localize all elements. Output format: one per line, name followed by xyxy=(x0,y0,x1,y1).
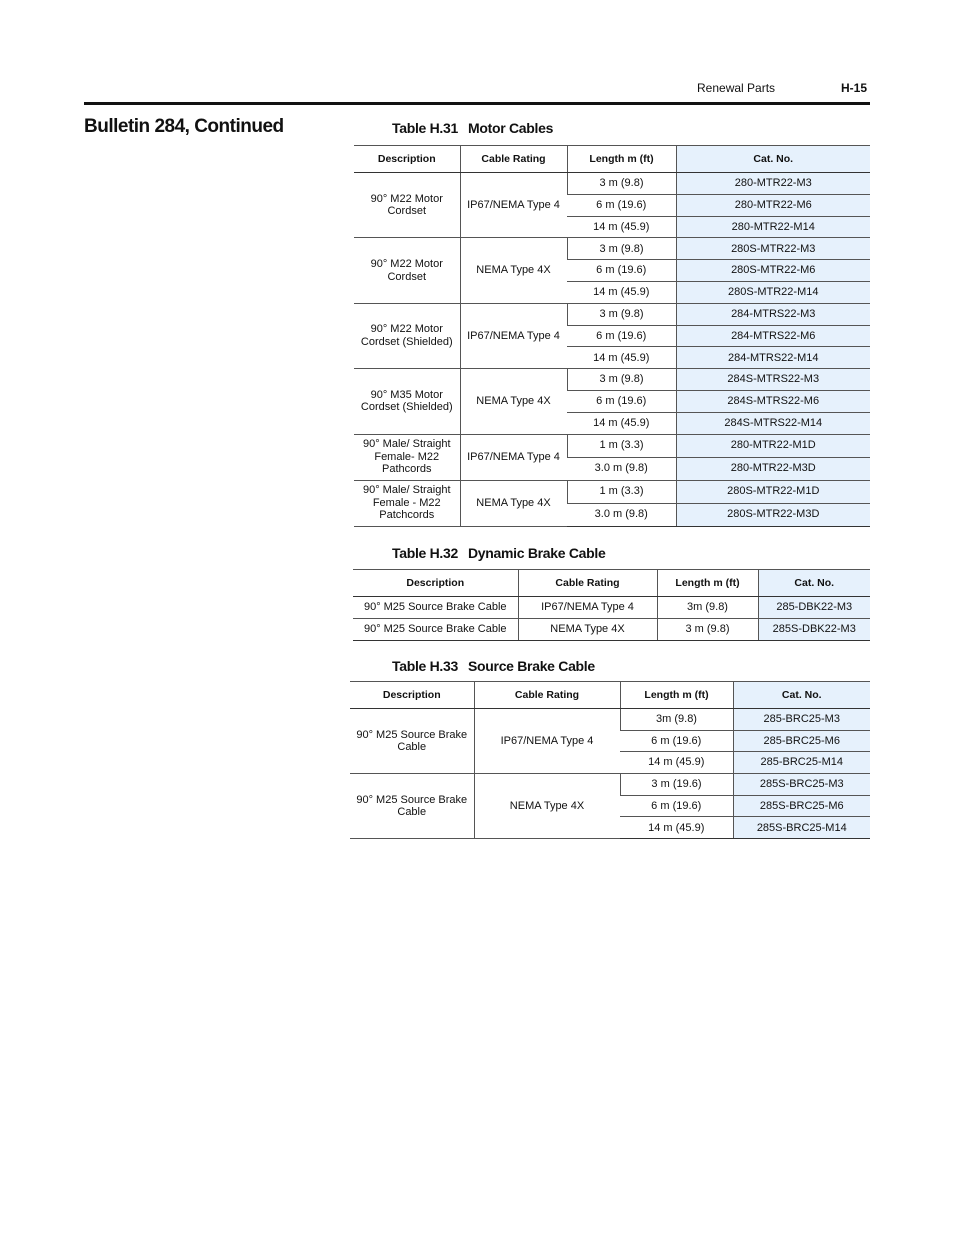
cat-no-cell: 280-MTR22-M1D xyxy=(676,434,870,457)
dynamic-brake-cable-table xyxy=(353,569,870,641)
table-label: Table H.33 xyxy=(392,658,458,674)
cat-no-cell: 284-MTRS22-M14 xyxy=(676,347,870,369)
table-row xyxy=(354,369,870,391)
table-title: Source Brake Cable xyxy=(468,658,595,674)
description-cell: 90° Male/ Straight Female- M22 Pathcords xyxy=(354,434,460,480)
description-cell: 90° M25 Source Brake Cable xyxy=(353,597,518,619)
cat-no-cell: 284S-MTRS22-M14 xyxy=(676,412,870,434)
page-number: H-15 xyxy=(841,81,868,95)
length-cell: 14 m (45.9) xyxy=(567,216,676,238)
cat-no-cell: 280S-MTR22-M14 xyxy=(676,281,870,303)
header-section-title: Renewal Parts xyxy=(697,81,776,95)
cable-rating-cell: IP67/NEMA Type 4 xyxy=(474,709,620,774)
column-header: Length m (ft) xyxy=(567,146,676,173)
cat-no-cell: 285-BRC25-M3 xyxy=(733,709,870,731)
length-cell: 3 m (9.8) xyxy=(657,619,758,641)
column-header: Cat. No. xyxy=(733,682,870,709)
length-cell: 14 m (45.9) xyxy=(620,817,733,839)
length-cell: 14 m (45.9) xyxy=(567,281,676,303)
cat-no-cell: 285S-BRC25-M6 xyxy=(733,795,870,817)
table-title: Dynamic Brake Cable xyxy=(468,545,606,561)
cat-no-cell: 280-MTR22-M14 xyxy=(676,216,870,238)
cat-no-cell: 284S-MTRS22-M6 xyxy=(676,390,870,412)
length-cell: 3 m (9.8) xyxy=(567,303,676,325)
table-row xyxy=(354,238,870,260)
length-cell: 3m (9.8) xyxy=(657,597,758,619)
table-row xyxy=(350,709,870,731)
cable-rating-cell: IP67/NEMA Type 4 xyxy=(518,597,657,619)
column-header: Cable Rating xyxy=(518,570,657,597)
cable-rating-cell: NEMA Type 4X xyxy=(474,774,620,839)
description-cell: 90° M22 Motor Cordset xyxy=(354,173,460,238)
length-cell: 3 m (9.8) xyxy=(567,173,676,195)
table-row xyxy=(354,480,870,503)
description-cell: 90° M25 Source Brake Cable xyxy=(353,619,518,641)
cat-no-cell: 285S-BRC25-M3 xyxy=(733,774,870,796)
column-header: Description xyxy=(350,682,474,709)
length-cell: 6 m (19.6) xyxy=(567,194,676,216)
cable-rating-cell: IP67/NEMA Type 4 xyxy=(460,434,567,480)
column-header: Cable Rating xyxy=(460,146,567,173)
length-cell: 3m (9.8) xyxy=(620,709,733,731)
column-header: Cat. No. xyxy=(758,570,870,597)
table-header-row xyxy=(353,570,870,597)
column-header: Length m (ft) xyxy=(620,682,733,709)
table-row xyxy=(354,434,870,457)
table-label: Table H.32 xyxy=(392,545,458,561)
length-cell: 6 m (19.6) xyxy=(567,390,676,412)
length-cell: 6 m (19.6) xyxy=(620,730,733,752)
table-header-row xyxy=(350,682,870,709)
length-cell: 1 m (3.3) xyxy=(567,480,676,503)
table-row xyxy=(354,173,870,195)
column-header: Cable Rating xyxy=(474,682,620,709)
column-header: Description xyxy=(353,570,518,597)
cat-no-cell: 285S-DBK22-M3 xyxy=(758,619,870,641)
cat-no-cell: 280S-MTR22-M1D xyxy=(676,480,870,503)
column-header: Description xyxy=(354,146,460,173)
table-row xyxy=(354,303,870,325)
cable-rating-cell: IP67/NEMA Type 4 xyxy=(460,173,567,238)
column-header: Length m (ft) xyxy=(657,570,758,597)
table-caption xyxy=(392,120,553,136)
table-row xyxy=(353,619,870,641)
length-cell: 3 m (9.8) xyxy=(567,369,676,391)
description-cell: 90° M22 Motor Cordset xyxy=(354,238,460,303)
description-cell: 90° Male/ Straight Female - M22 Patchcords xyxy=(354,480,460,526)
cable-rating-cell: NEMA Type 4X xyxy=(460,238,567,303)
table-caption xyxy=(392,545,605,561)
cat-no-cell: 280-MTR22-M3 xyxy=(676,173,870,195)
cat-no-cell: 280-MTR22-M6 xyxy=(676,194,870,216)
table-title: Motor Cables xyxy=(468,120,554,136)
length-cell: 6 m (19.6) xyxy=(567,260,676,282)
length-cell: 3.0 m (9.8) xyxy=(567,503,676,526)
cat-no-cell: 285S-BRC25-M14 xyxy=(733,817,870,839)
length-cell: 6 m (19.6) xyxy=(567,325,676,347)
cat-no-cell: 284-MTRS22-M3 xyxy=(676,303,870,325)
header-rule xyxy=(84,102,870,105)
length-cell: 3 m (9.8) xyxy=(567,238,676,260)
length-cell: 14 m (45.9) xyxy=(620,752,733,774)
length-cell: 6 m (19.6) xyxy=(620,795,733,817)
table-caption xyxy=(392,658,595,674)
length-cell: 14 m (45.9) xyxy=(567,412,676,434)
cat-no-cell: 280S-MTR22-M6 xyxy=(676,260,870,282)
column-header: Cat. No. xyxy=(676,146,870,173)
cable-rating-cell: NEMA Type 4X xyxy=(460,480,567,526)
cat-no-cell: 280S-MTR22-M3 xyxy=(676,238,870,260)
cat-no-cell: 280-MTR22-M3D xyxy=(676,457,870,480)
table-header-row xyxy=(354,146,870,173)
description-cell: 90° M25 Source Brake Cable xyxy=(350,709,474,774)
cat-no-cell: 285-BRC25-M14 xyxy=(733,752,870,774)
cable-rating-cell: IP67/NEMA Type 4 xyxy=(460,303,567,368)
cat-no-cell: 284-MTRS22-M6 xyxy=(676,325,870,347)
length-cell: 3 m (19.6) xyxy=(620,774,733,796)
table-row xyxy=(353,597,870,619)
description-cell: 90° M22 Motor Cordset (Shielded) xyxy=(354,303,460,368)
description-cell: 90° M35 Motor Cordset (Shielded) xyxy=(354,369,460,434)
cable-rating-cell: NEMA Type 4X xyxy=(460,369,567,434)
length-cell: 3.0 m (9.8) xyxy=(567,457,676,480)
cable-rating-cell: NEMA Type 4X xyxy=(518,619,657,641)
motor-cables-table xyxy=(354,145,870,527)
table-label: Table H.31 xyxy=(392,120,458,136)
length-cell: 14 m (45.9) xyxy=(567,347,676,369)
table-row xyxy=(350,774,870,796)
cat-no-cell: 284S-MTRS22-M3 xyxy=(676,369,870,391)
length-cell: 1 m (3.3) xyxy=(567,434,676,457)
description-cell: 90° M25 Source Brake Cable xyxy=(350,774,474,839)
cat-no-cell: 285-BRC25-M6 xyxy=(733,730,870,752)
source-brake-cable-table xyxy=(350,681,870,839)
cat-no-cell: 280S-MTR22-M3D xyxy=(676,503,870,526)
page-heading: Bulletin 284, Continued xyxy=(84,116,284,137)
cat-no-cell: 285-DBK22-M3 xyxy=(758,597,870,619)
